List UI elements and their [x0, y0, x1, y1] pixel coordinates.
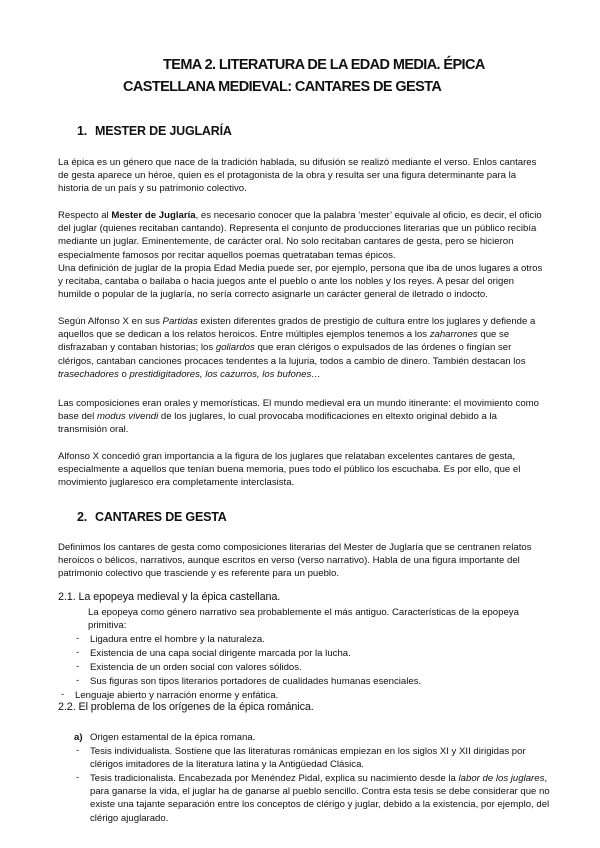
list-dash: -	[76, 772, 80, 783]
paragraph-epica: La épica es un género que nace de la tradición hablada, su difusión se realizó mediante el verso. Enlos cantares de gesta aparece un héroe, quien es el protagonista de la obra y resulta ser una figura determinante para la historia de un país y su patrimonio colectivo.	[58, 157, 537, 195]
subsection-2-2-heading: 2.2. El problema de los orígenes de la épica románica.	[58, 701, 314, 713]
text-run: o	[118, 368, 130, 380]
list-item: Ligadura entre el hombre y la naturaleza.	[90, 634, 265, 645]
list-dash: -	[61, 689, 65, 700]
paragraph-mester-bold: Mester de Juglaría	[111, 210, 196, 221]
text-run: que eran clérigos o expulsados de las órdenes o fingían ser clérigos, cantaban canciones procaces tendentes a la lujuria, todos a cambio de dinero. También destacan los	[58, 342, 526, 367]
list-item: Lenguaje abierto y narración enorme y enfática.	[75, 690, 279, 701]
section-1-number: 1.	[77, 124, 88, 138]
paragraph-cantares: Definimos los cantares de gesta como composiciones literarias del Mester de Juglaría que se centranen relatos heroicos o bélicos, narrativos, aunque escritos en verso (verso narrativo). Habla de una figura importante del patrimonio colectivo que trasciende y es referente para un pueblo.	[58, 542, 532, 580]
document-title-line-2: CASTELLANA MEDIEVAL: CANTARES DE GESTA	[123, 79, 442, 95]
subsection-2-1-intro: La epopeya como género narrativo sea probablemente el más antiguo. Características de la epopeya primitiva:	[88, 607, 519, 632]
text-run: Tesis tradicionalista. Encabezada por Menéndez Pidal, explica su nacimiento desde la	[90, 773, 459, 784]
section-1-heading	[77, 124, 232, 138]
italic-run: Partidas	[162, 316, 198, 327]
list-dash: -	[76, 633, 80, 644]
subsection-2-1-heading: 2.1. La epopeya medieval y la épica castellana.	[58, 591, 281, 603]
list-marker-a: a)	[74, 732, 83, 743]
paragraph-composiciones	[58, 397, 548, 437]
paragraph-mester-text-1: Respecto al	[58, 210, 112, 221]
section-2-title: CANTARES DE GESTA	[95, 510, 227, 524]
list-dash: -	[76, 675, 80, 686]
text-run: Las composiciones eran orales y memorísticas. El mundo medieval era un mundo itinerante: el movimiento como base del	[58, 398, 539, 423]
paragraph-mester	[58, 209, 548, 262]
paragraph-juglar-definition: Una definición de juglar de la propia Edad Media puede ser, por ejemplo, persona que iba de unos lugares a otros y recitaba, cantaba o bailaba o hacia juegos ante el pueblo o ante los nobles y los reyes. A pesar del origen humilde o popular de la juglaría, no sería correcto asignarle un carácter general de iletrado o indocto.	[58, 263, 543, 301]
text-run: que se disfrazaban y contaban historias; los	[58, 329, 510, 354]
paragraph-alfonso-juglares: Alfonso X concedió gran importancia a la figura de los juglares que relataban excelentes cantares de gesta, especialmente a aquellos que tenían buena memoria, pues todo el público los escuchaba. Es por ello, que el movimiento juglaresco era completamente interclasista.	[58, 451, 521, 489]
italic-run: trasechadores	[58, 368, 119, 380]
text-run: existen diferentes grados de prestigio de cultura entre los juglares y defiende a aquellos que se dedican a los relatos heroicos. Entre múltiples ejemplos tenemos a los	[58, 316, 536, 341]
italic-run: prestidigitadores, los cazurros, los bufones…	[129, 368, 321, 380]
document-title-line-1: TEMA 2. LITERATURA DE LA EDAD MEDIA. ÉPICA	[163, 57, 485, 73]
list-item-origen: Origen estamental de la épica romana.	[90, 732, 256, 743]
list-item: Existencia de un orden social con valores sólidos.	[90, 662, 302, 673]
italic-run: modus vivendi	[96, 411, 159, 423]
section-1-title: MESTER DE JUGLARÍA	[95, 124, 232, 138]
italic-run: labor de los juglares	[458, 773, 545, 784]
list-item-tesis-individualista: Tesis individualista. Sostiene que las literaturas románicas empiezan en los siglos XI y XII dirigidas por clérigos imitadores de la literatura latina y la Antigüedad Clásica.	[90, 746, 526, 771]
paragraph-alfonso-partidas	[58, 315, 548, 381]
list-dash: -	[76, 745, 80, 756]
list-item: Sus figuras son tipos literarios portadores de cualidades humanas esenciales.	[90, 676, 422, 687]
section-2-number: 2.	[77, 510, 88, 524]
italic-run: goliardos	[215, 342, 255, 354]
text-run: de los juglares, lo cual provocaba modificaciones en eltexto original debido a la transmisión oral.	[58, 411, 497, 436]
paragraph-mester-text-2: , es necesario conocer que la palabra ‘mester’ equivale al oficio, es decir, el oficio del juglar (quienes recitaban cantando). Representa el conjunto de producciones literarias que un público recibía mediante un juglar. Eminentemente, de carácter oral. No solo recitaban cantares de gesta, pero se hicieron especialmente famosos por recitar aquellos poemas quetrataban temas épicos.	[58, 210, 542, 261]
list-item-tesis-tradicionalista	[90, 772, 550, 825]
italic-run: zaharrones	[429, 329, 478, 341]
text-run: , para ganarse la vida, el juglar ha de ganarse al pueblo sencillo. Contra esta tesis se debe considerar que no existe una tajante separación entre los conceptos de clérigo y juglar, debido a la existencia, por ejemplo, del clérigo ajuglarado.	[90, 773, 550, 824]
section-2-heading	[77, 510, 227, 524]
list-item: Existencia de una capa social dirigente marcada por la lucha.	[90, 648, 351, 659]
list-dash: -	[76, 661, 80, 672]
list-dash: -	[76, 647, 80, 658]
text-run: Según Alfonso X en sus	[58, 316, 163, 327]
